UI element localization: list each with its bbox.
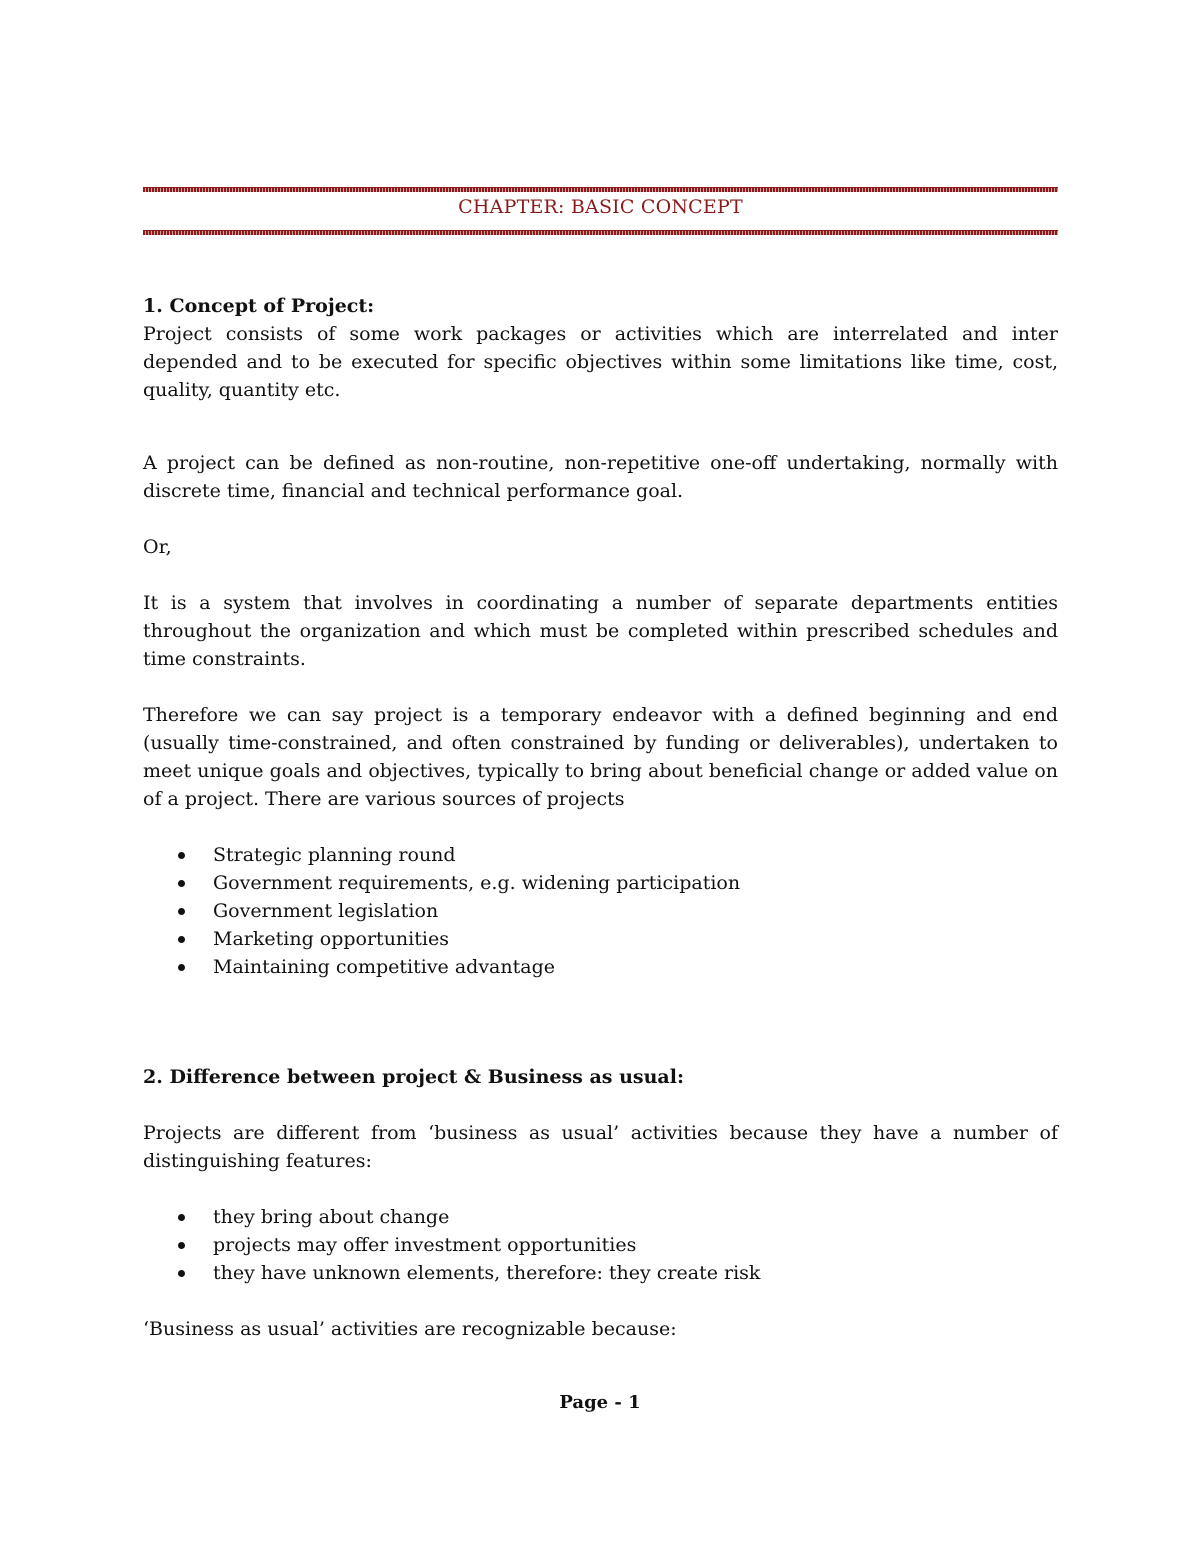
paragraph: Therefore we can say project is a temporary endeavor with a defined beginning and end (usually time-constrained, and often constrained by funding or deliverables), undertaken to meet unique goals and objectives, typically to bring about beneficial change or added value on of a project. There are various sources of projects xyxy=(143,704,1058,810)
header-top-rule xyxy=(143,187,1058,192)
bullet-icon xyxy=(178,1270,185,1277)
header-bottom-rule xyxy=(143,230,1058,235)
list-item: Maintaining competitive advantage xyxy=(178,953,1058,981)
bullet-icon xyxy=(178,936,185,943)
document-body xyxy=(143,292,1058,1343)
list-item: Strategic planning round xyxy=(178,841,1058,869)
paragraph: Projects are different from ‘business as usual’ activities because they have a number of distinguishing features: xyxy=(143,1122,1058,1172)
list-item: Marketing opportunities xyxy=(178,925,1058,953)
chapter-title: CHAPTER: BASIC CONCEPT xyxy=(458,196,743,218)
list-item: Government requirements, e.g. widening participation xyxy=(178,869,1058,897)
section-heading-difference: 2. Difference between project & Business as usual: xyxy=(143,1066,684,1088)
paragraph: A project can be defined as non-routine, non-repetitive one-off undertaking, normally with discrete time, financial and technical performance goal. xyxy=(143,452,1058,502)
bullet-icon xyxy=(178,852,185,859)
bullet-icon xyxy=(178,1214,185,1221)
project-features-list xyxy=(143,1203,1058,1287)
project-sources-list xyxy=(143,841,1058,981)
paragraph: Project consists of some work packages or activities which are interrelated and inter depended and to be executed for specific objectives within some limitations like time, cost, quality, quantity etc. xyxy=(143,323,1058,401)
bullet-icon xyxy=(178,964,185,971)
bullet-icon xyxy=(178,880,185,887)
paragraph: Or, xyxy=(143,536,172,558)
section-heading-concept: 1. Concept of Project: xyxy=(143,295,375,317)
page-number: Page - 1 xyxy=(559,1392,641,1413)
bullet-icon xyxy=(178,908,185,915)
list-item: Government legislation xyxy=(178,897,1058,925)
list-item: they bring about change xyxy=(178,1203,1058,1231)
list-item: projects may offer investment opportunities xyxy=(178,1231,1058,1259)
paragraph: It is a system that involves in coordinating a number of separate departments entities throughout the organization and which must be completed within prescribed schedules and time constraints. xyxy=(143,592,1058,670)
bullet-icon xyxy=(178,1242,185,1249)
list-item: they have unknown elements, therefore: they create risk xyxy=(178,1259,1058,1287)
paragraph: ‘Business as usual’ activities are recognizable because: xyxy=(143,1318,677,1340)
